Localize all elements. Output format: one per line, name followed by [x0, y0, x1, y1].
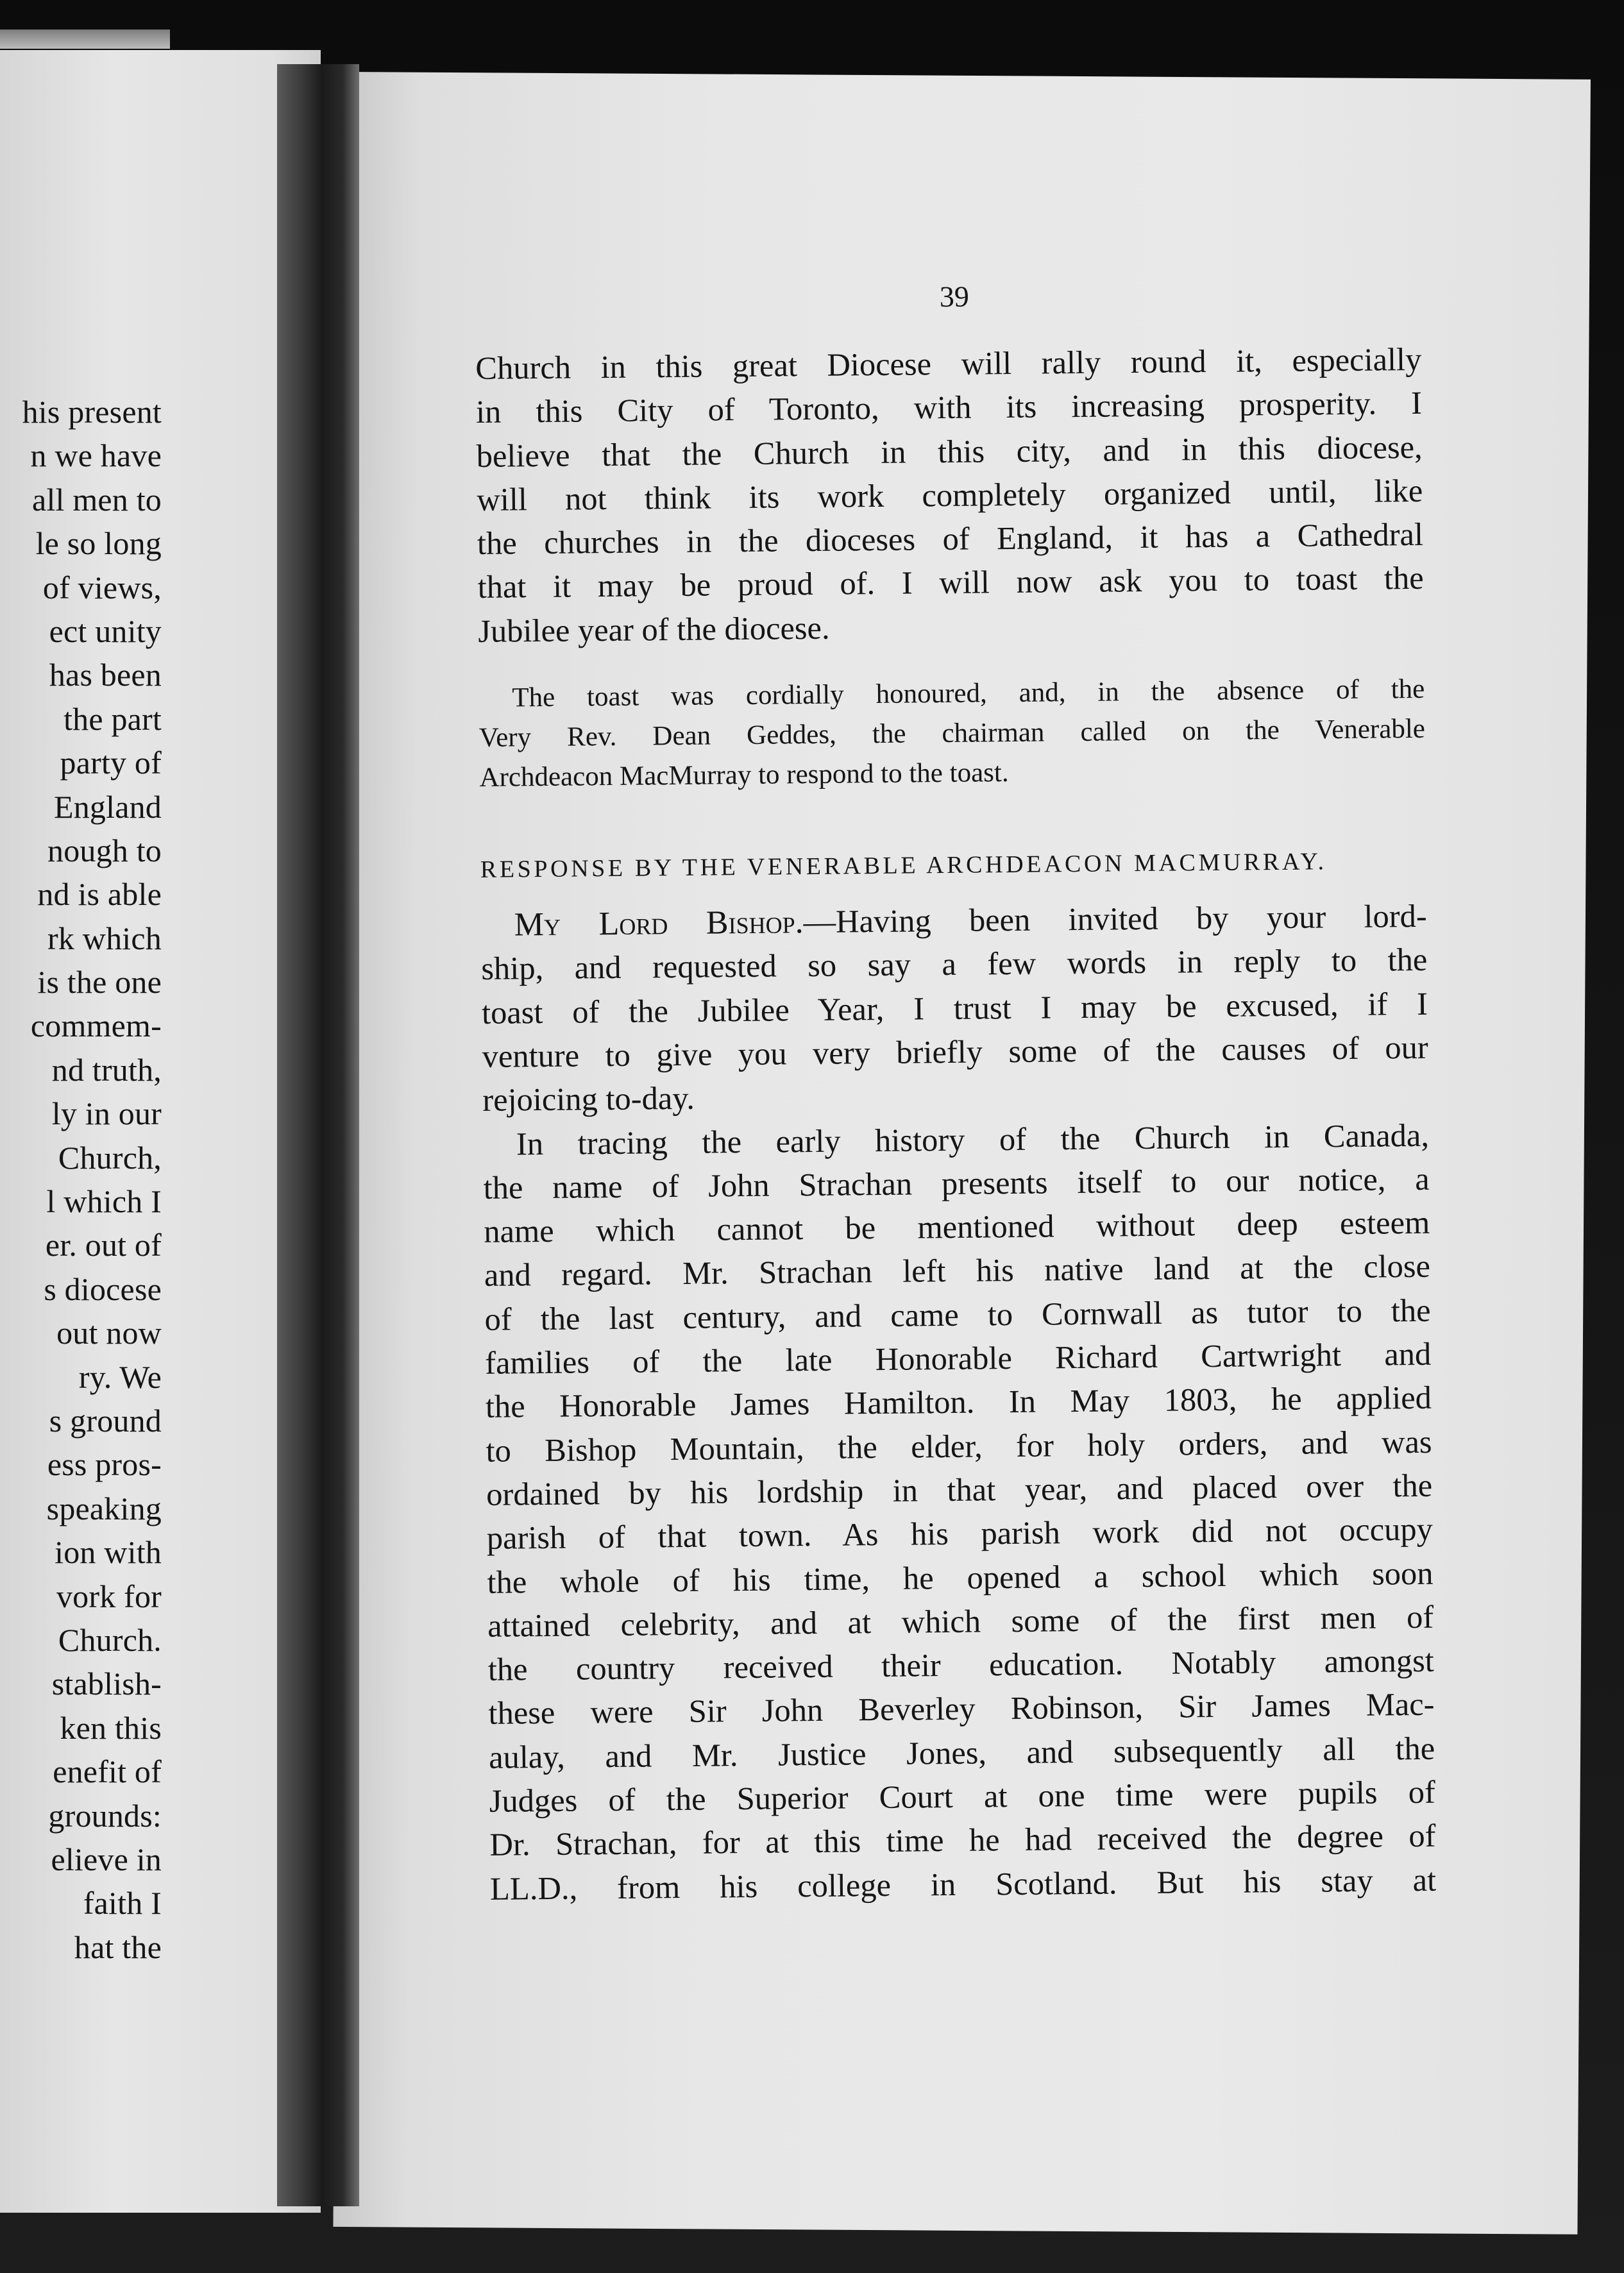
page-text-block [475, 267, 1436, 1911]
text-line: ordained by his lordship in that year, and placed over the [486, 1467, 1433, 1512]
text-line: families of the late Honorable Richard Cartwright and [485, 1335, 1432, 1381]
text-line: the whole of his time, he opened a school which soon [487, 1555, 1434, 1600]
salutation-continuation: —Having been invited by your lord- [803, 897, 1427, 940]
text-line: the name of John Strachan presents itself to our notice, a [483, 1160, 1430, 1206]
text-line: aulay, and Mr. Justice Jones, and subsequently all the [488, 1730, 1435, 1775]
paragraph-continuation [475, 337, 1425, 653]
left-page-line: grounds: [48, 1797, 162, 1834]
left-page [0, 50, 321, 2213]
text-line: toast of the Jubilee Year, I trust I may be excused, if I [481, 985, 1428, 1031]
left-page-line: nd is able [37, 876, 162, 913]
left-page-line: rk which [47, 920, 162, 956]
text-line: LL.D., from his college in Scotland. But his stay at [489, 1861, 1437, 1907]
left-page-line: all men to [32, 481, 162, 518]
left-page-line: vork for [56, 1578, 162, 1614]
text-line: In tracing the early history of the Church in Canada, [516, 1117, 1430, 1162]
text-line: Dr. Strachan, for at this time he had received the degree of [489, 1818, 1436, 1863]
text-line: will not think its work completely organized until, like [477, 472, 1423, 518]
text-line: that it may be proud of. I will now ask you to toast the [477, 560, 1424, 605]
text-line: of the last century, and came to Cornwall as tutor to the [484, 1292, 1431, 1337]
left-page-line: out now [56, 1315, 162, 1351]
left-page-line: er. out of [45, 1227, 162, 1263]
left-page-line: nd truth, [51, 1051, 162, 1088]
left-page-line: is the one [37, 964, 162, 1001]
left-page-line: le so long [35, 525, 162, 562]
text-line: Judges of the Superior Court at one time were pupils of [489, 1773, 1436, 1819]
left-page-line: n we have [30, 437, 162, 474]
note-line: Very Rev. Dean Geddes, the chairman called on the Venerable [478, 713, 1426, 754]
left-page-line: ion with [55, 1534, 162, 1571]
left-page-line: s diocese [44, 1271, 162, 1307]
left-page-line: enefit of [53, 1753, 162, 1790]
text-line: these were Sir John Beverley Robinson, Sir James Mac- [488, 1686, 1435, 1732]
left-page-line: ess pros- [47, 1446, 162, 1483]
left-page-line: of views, [42, 569, 162, 605]
left-page-line: faith I [83, 1885, 162, 1922]
note-line: The toast was cordially honoured, and, in the absence of the [512, 673, 1425, 713]
text-line: Church in this great Diocese will rally round it, especially [475, 341, 1422, 386]
text-line: attained celebrity, and at which some of the first men of [487, 1598, 1434, 1644]
note-line: Archdeacon MacMurray to respond to the toast. [479, 757, 1009, 793]
left-page-line: nough to [47, 832, 162, 868]
text-line: venture to give you very briefly some of the causes of our [482, 1029, 1428, 1074]
left-page-line: Church, [58, 1139, 162, 1176]
text-line: the churches in the dioceses of England, it has a Cathedral [477, 516, 1424, 562]
text-line: in this City of Toronto, with its increasing prosperity. I [475, 385, 1423, 430]
paragraph-response-body [481, 938, 1429, 1122]
left-page-line: stablish- [51, 1666, 162, 1702]
left-page-line: party of [60, 745, 162, 781]
text-line: parish of that town. As his parish work did not occupy [486, 1510, 1434, 1557]
left-page-line: elieve in [51, 1841, 162, 1877]
book-cover-edge [0, 30, 170, 49]
page-number: 39 [939, 280, 970, 314]
paragraph-strachan-history [483, 1113, 1437, 1910]
left-page-line: ry. We [78, 1358, 162, 1395]
left-page-line: Church. [58, 1621, 162, 1658]
left-page-line: speaking [46, 1490, 162, 1526]
left-page-line: hat the [74, 1929, 162, 1965]
paragraph-response-opening [480, 894, 1428, 1122]
left-page-line: ect unity [49, 613, 162, 649]
text-line: believe that the Church in this city, and in this diocese, [476, 428, 1423, 474]
salutation: My Lord Bishop. [514, 904, 804, 943]
left-page-line: s ground [49, 1402, 162, 1439]
text-line: Jubilee year of the diocese. [478, 609, 830, 649]
book-gutter [277, 64, 359, 2206]
text-line: ship, and requested so say a few words in reply to the [481, 942, 1428, 987]
left-page-line: England [53, 788, 162, 825]
section-heading: RESPONSE BY THE VENERABLE ARCHDEACON MACMURRAY. [480, 848, 1327, 884]
left-page-line: ly in our [51, 1095, 162, 1132]
text-line: name which cannot be mentioned without deep esteem [484, 1204, 1430, 1250]
text-line: the country received their education. Notably amongst [487, 1642, 1435, 1688]
left-page-line: ken this [60, 1709, 162, 1746]
toast-note [478, 670, 1426, 798]
left-page-line: commem- [30, 1008, 162, 1044]
left-page-line: has been [49, 657, 162, 693]
left-page-line: his present [22, 394, 162, 430]
left-page-line: l which I [46, 1183, 162, 1220]
text-line: and regard. Mr. Strachan left his native land at the close [484, 1248, 1431, 1294]
text-line: the Honorable James Hamilton. In May 1803, he applied [485, 1380, 1432, 1425]
left-page-text-fragments [0, 390, 162, 1969]
left-page-line: the part [63, 700, 162, 737]
text-line: to Bishop Mountain, the elder, for holy orders, and was [486, 1423, 1432, 1469]
text-line: rejoicing to-day. [482, 1080, 695, 1119]
